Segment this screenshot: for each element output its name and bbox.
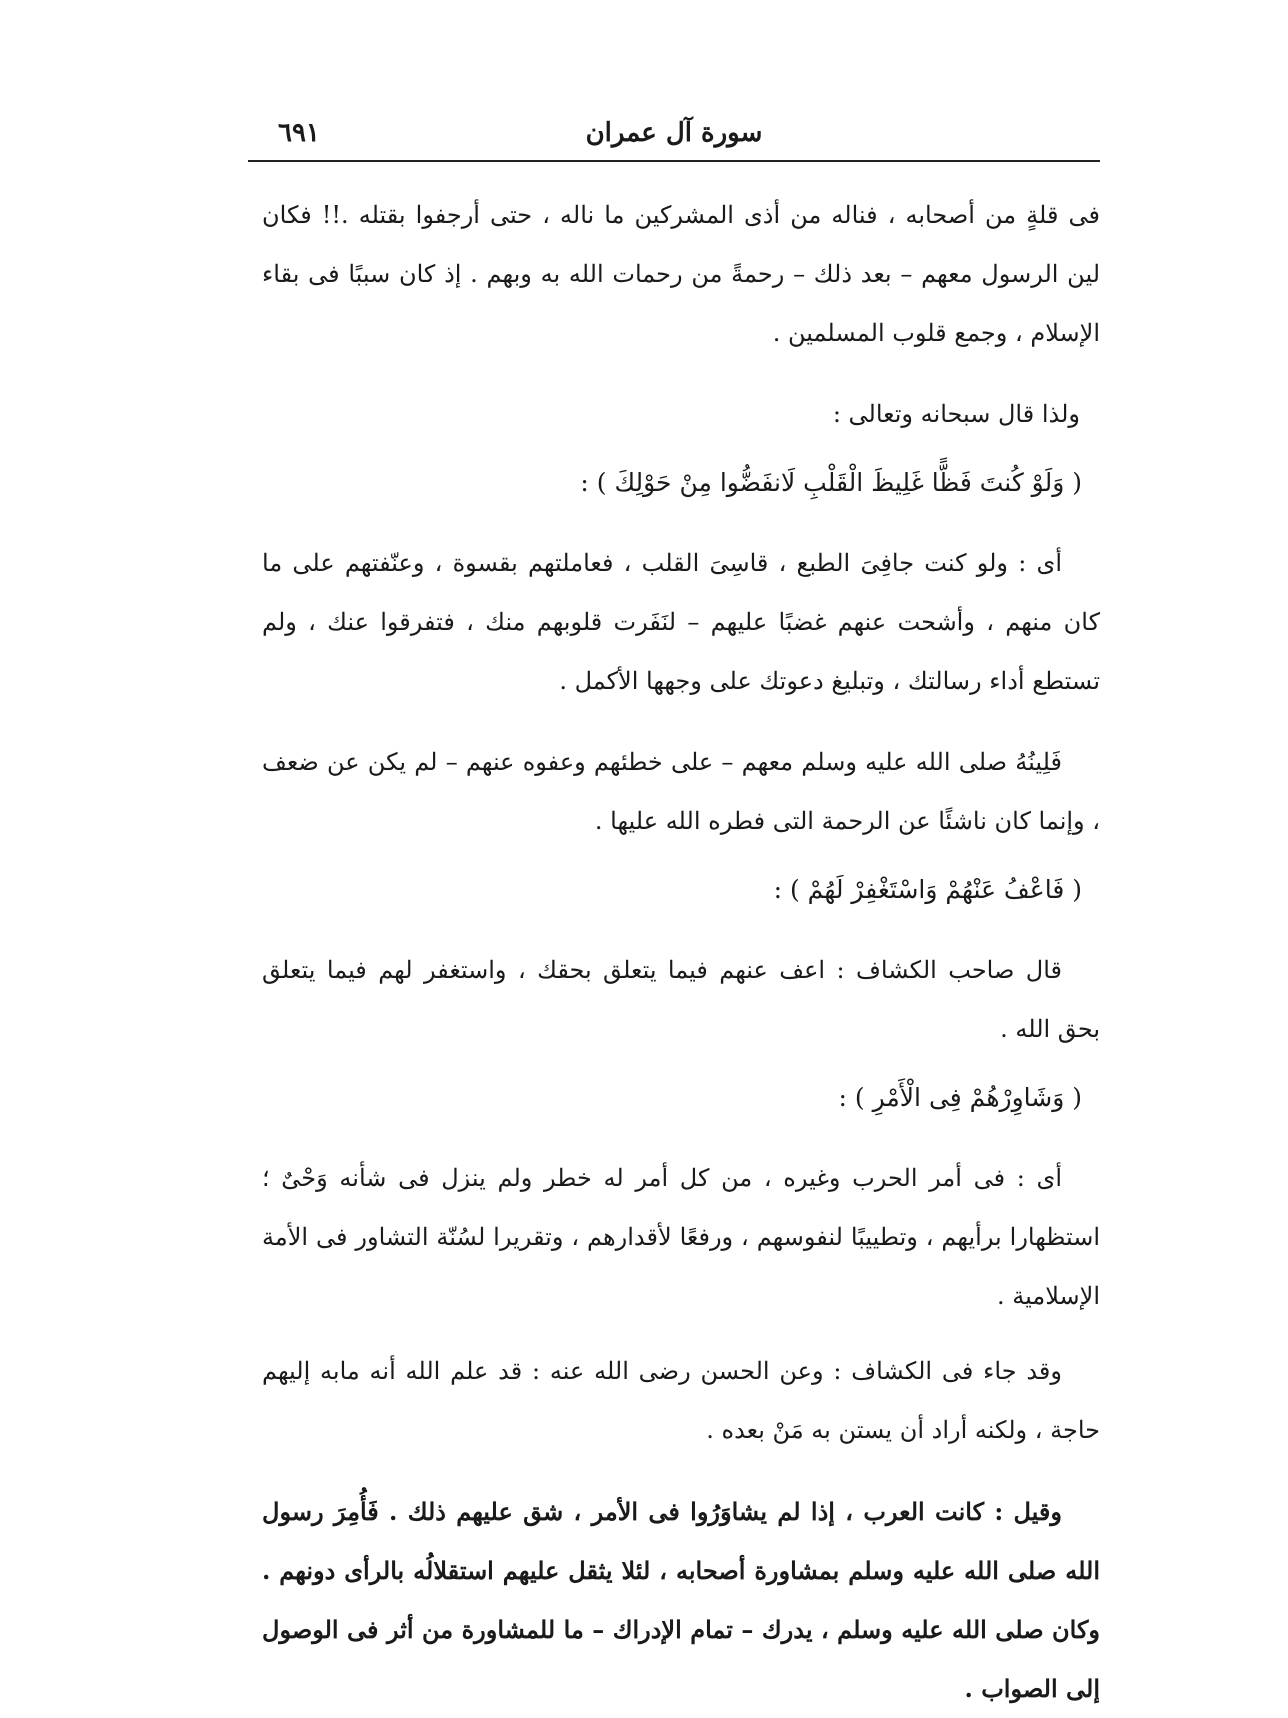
paragraph: وقيل : كانت العرب ، إذا لم يشاوَرُوا فى الأمر ، شق عليهم ذلك . فَأُمِرَ رسول الله صلى الله عليه وسلم بمشاورة أصحابه ، لئلا يثقل عليهم استقلالُه بالرأى دونهم . وكان صلى الله عليه وسلم ، يدرك – تمام الإدراك – ما للمشاورة من أثر فى الوصول إلى الصواب .: [262, 1497, 1100, 1703]
paragraph: وقد جاء فى الكشاف : وعن الحسن رضى الله عنه : قد علم الله أنه مابه إليهم حاجة ، ولكنه أراد أن يستن به مَنْ بعده .: [262, 1357, 1100, 1444]
quranic-verse: ( وَلَوْ كُنتَ فَظًّا غَلِيظَ الْقَلْبِ لَانفَضُّوا مِنْ حَوْلِكَ ) :: [580, 468, 1082, 497]
running-title: سورة آل عمران: [585, 118, 763, 148]
paragraph: أى : فى أمر الحرب وغيره ، من كل أمر له خطر ولم ينزل فى شأنه وَحْىٌ ؛ استظهارا برأيهم ، وتطييبًا لنفوسهم ، ورفعًا لأقدارهم ، وتقريرا لسُنّة التشاور فى الأمة الإسلامية .: [262, 1164, 1101, 1310]
quranic-verse: ( فَاعْفُ عَنْهُمْ وَاسْتَغْفِرْ لَهُمْ ) :: [773, 875, 1082, 904]
page-header: [248, 112, 1100, 162]
verse-intro: ولذا قال سبحانه وتعالى :: [832, 400, 1080, 428]
paragraph: قال صاحب الكشاف : اعف عنهم فيما يتعلق بحقك ، واستغفر لهم فيما يتعلق بحق الله .: [262, 956, 1100, 1043]
paragraph: فَلِينُهُ صلى الله عليه وسلم معهم – على خطئهم وعفوه عنهم – لم يكن عن ضعف ، وإنما كان ناشئًا عن الرحمة التى فطره الله عليها .: [262, 748, 1100, 835]
paragraph: أى : ولو كنت جافِىَ الطبع ، قاسِىَ القلب ، فعاملتهم بقسوة ، وعنّفتهم على ما كان منهم ، وأشحت عنهم غضبًا عليهم – لنَفَرت قلوبهم منك ، فتفرقوا عنك ، ولم تستطع أداء رسالتك ، وتبليغ دعوتك على وجهها الأكمل .: [262, 549, 1100, 695]
body-text: [262, 186, 1100, 1718]
page-number: ٦٩١: [278, 118, 320, 148]
paragraph: فى قلةٍ من أصحابه ، فناله من أذى المشركين ما ناله ، حتى أرجفوا بقتله .!! فكان لين الرسول معهم – بعد ذلك – رحمةً من رحمات الله به وبهم . إذ كان سببًا فى بقاء الإسلام ، وجمع قلوب المسلمين .: [262, 201, 1100, 347]
quranic-verse: ( وَشَاوِرْهُمْ فِى الْأَمْرِ ) :: [838, 1083, 1082, 1112]
